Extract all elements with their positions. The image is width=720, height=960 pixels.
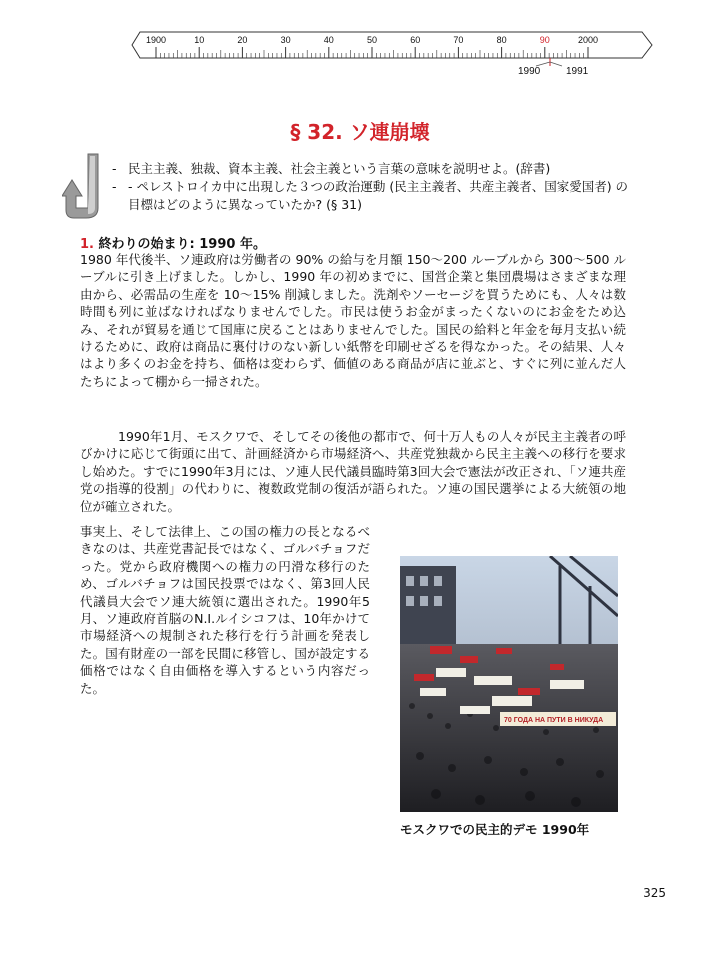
timeline-marker-branch-right [550,62,562,66]
paragraph-2: 1990年1月、モスクワで、そしてその後他の都市で、何十万人もの人々が民主主義者の呼びかけに応じて街頭に出て、計画経済から市場経済へ、共産党独裁から民主主義への移行を要求し始めた。すでに1990年3月には、ソ連人民代議員臨時第3回大会で憲法が改正され、「ソ連共産党の指導的役割」の代わりに、複数政党制の復活が語られた。ソ連の国民選挙による大統領の地位が確立された。 [80,429,626,514]
section-title: 終わりの始まり: 1990 年。 [98,237,266,252]
timeline-label: 90 [539,35,550,45]
timeline-label: 50 [366,35,378,45]
paragraph-1: 1980 年代後半、ソ連政府は労働者の 90% の給与を月額 150〜200 ルーブルから 300〜500 ルーブルに引き上げました。しかし、1990 年の初めまでに、国営企業と集団農場はさまざまな理由から、必需品の生産を 10〜15% 削減しました。洗剤やソーセージを買うためにも、人々は数時間も列に並ばなければなりませんでした。市民は使うお金がまったくないのにお金をため込み、それが貿易を通じて国庫に戻ることはありませんでした。国民の給料と年金を毎月支払い続けるために、政府は商品に裏付けのない新しい紙幣を印刷せざるを得なかった。その結果、人々はより多くのお金を持ち、価格は変わらず、価値のある商品が店に並ぶと、すぐに列に並んだ人たちによって棚から一掃された。 [80,252,626,389]
timeline-label: 10 [194,35,205,45]
photo-caption: モスクワでの民主的デモ 1990年 [400,822,590,837]
timeline-label: 30 [280,35,291,45]
review-questions [112,160,632,214]
timeline-label: 20 [237,35,248,45]
question-item: - 民主主義、独裁、資本主義、社会主義という言葉の意味を説明せよ。(辞書) [112,160,632,178]
section-heading [80,233,266,252]
timeline-label: 2000 [577,35,599,45]
timeline-marker-1990: 1990 [518,66,541,77]
timeline-label: 40 [323,35,334,45]
main-banner-text: 70 ГОДА НА ПУТИ В НИКУДА [504,717,604,724]
timeline-label: 80 [496,35,507,45]
timeline-marker-1991: 1991 [566,66,589,77]
question-arrow-icon [62,150,102,222]
paragraph-3: 事実上、そして法律上、この国の権力の長となるべきなのは、共産党書記長ではなく、ゴルバチョフだった。党から政府機関への権力の円滑な移行のため、ゴルバチョフは国民投票ではなく、第3回人民代議員大会でソ連大統領に選出された。1990年5月、ソ連政府首脳のN.I.ルイシコフは、10年かけて市場経済への規制された移行を行う計画を発表した。国有財産の一部を民間に移管し、国が設定する価格ではなく自由価格を導入するという内容だった。 [80,524,370,696]
timeline-label: 70 [453,35,464,45]
question-item: - - ペレストロイカ中に出現した３つの政治運動 (民主主義者、共産主義者、国家愛国者) の目標はどのように異なっていたか? (§ 31) [112,178,632,214]
timeline-ruler [126,28,654,78]
timeline-label: 60 [410,35,421,45]
timeline-label: 1900 [145,35,167,45]
page-title: § 32. ソ連崩壊 [290,120,430,144]
page-number: 325 [643,886,666,900]
timeline-body [132,32,652,58]
demonstration-photo [400,556,618,812]
section-number: 1. [80,237,94,252]
